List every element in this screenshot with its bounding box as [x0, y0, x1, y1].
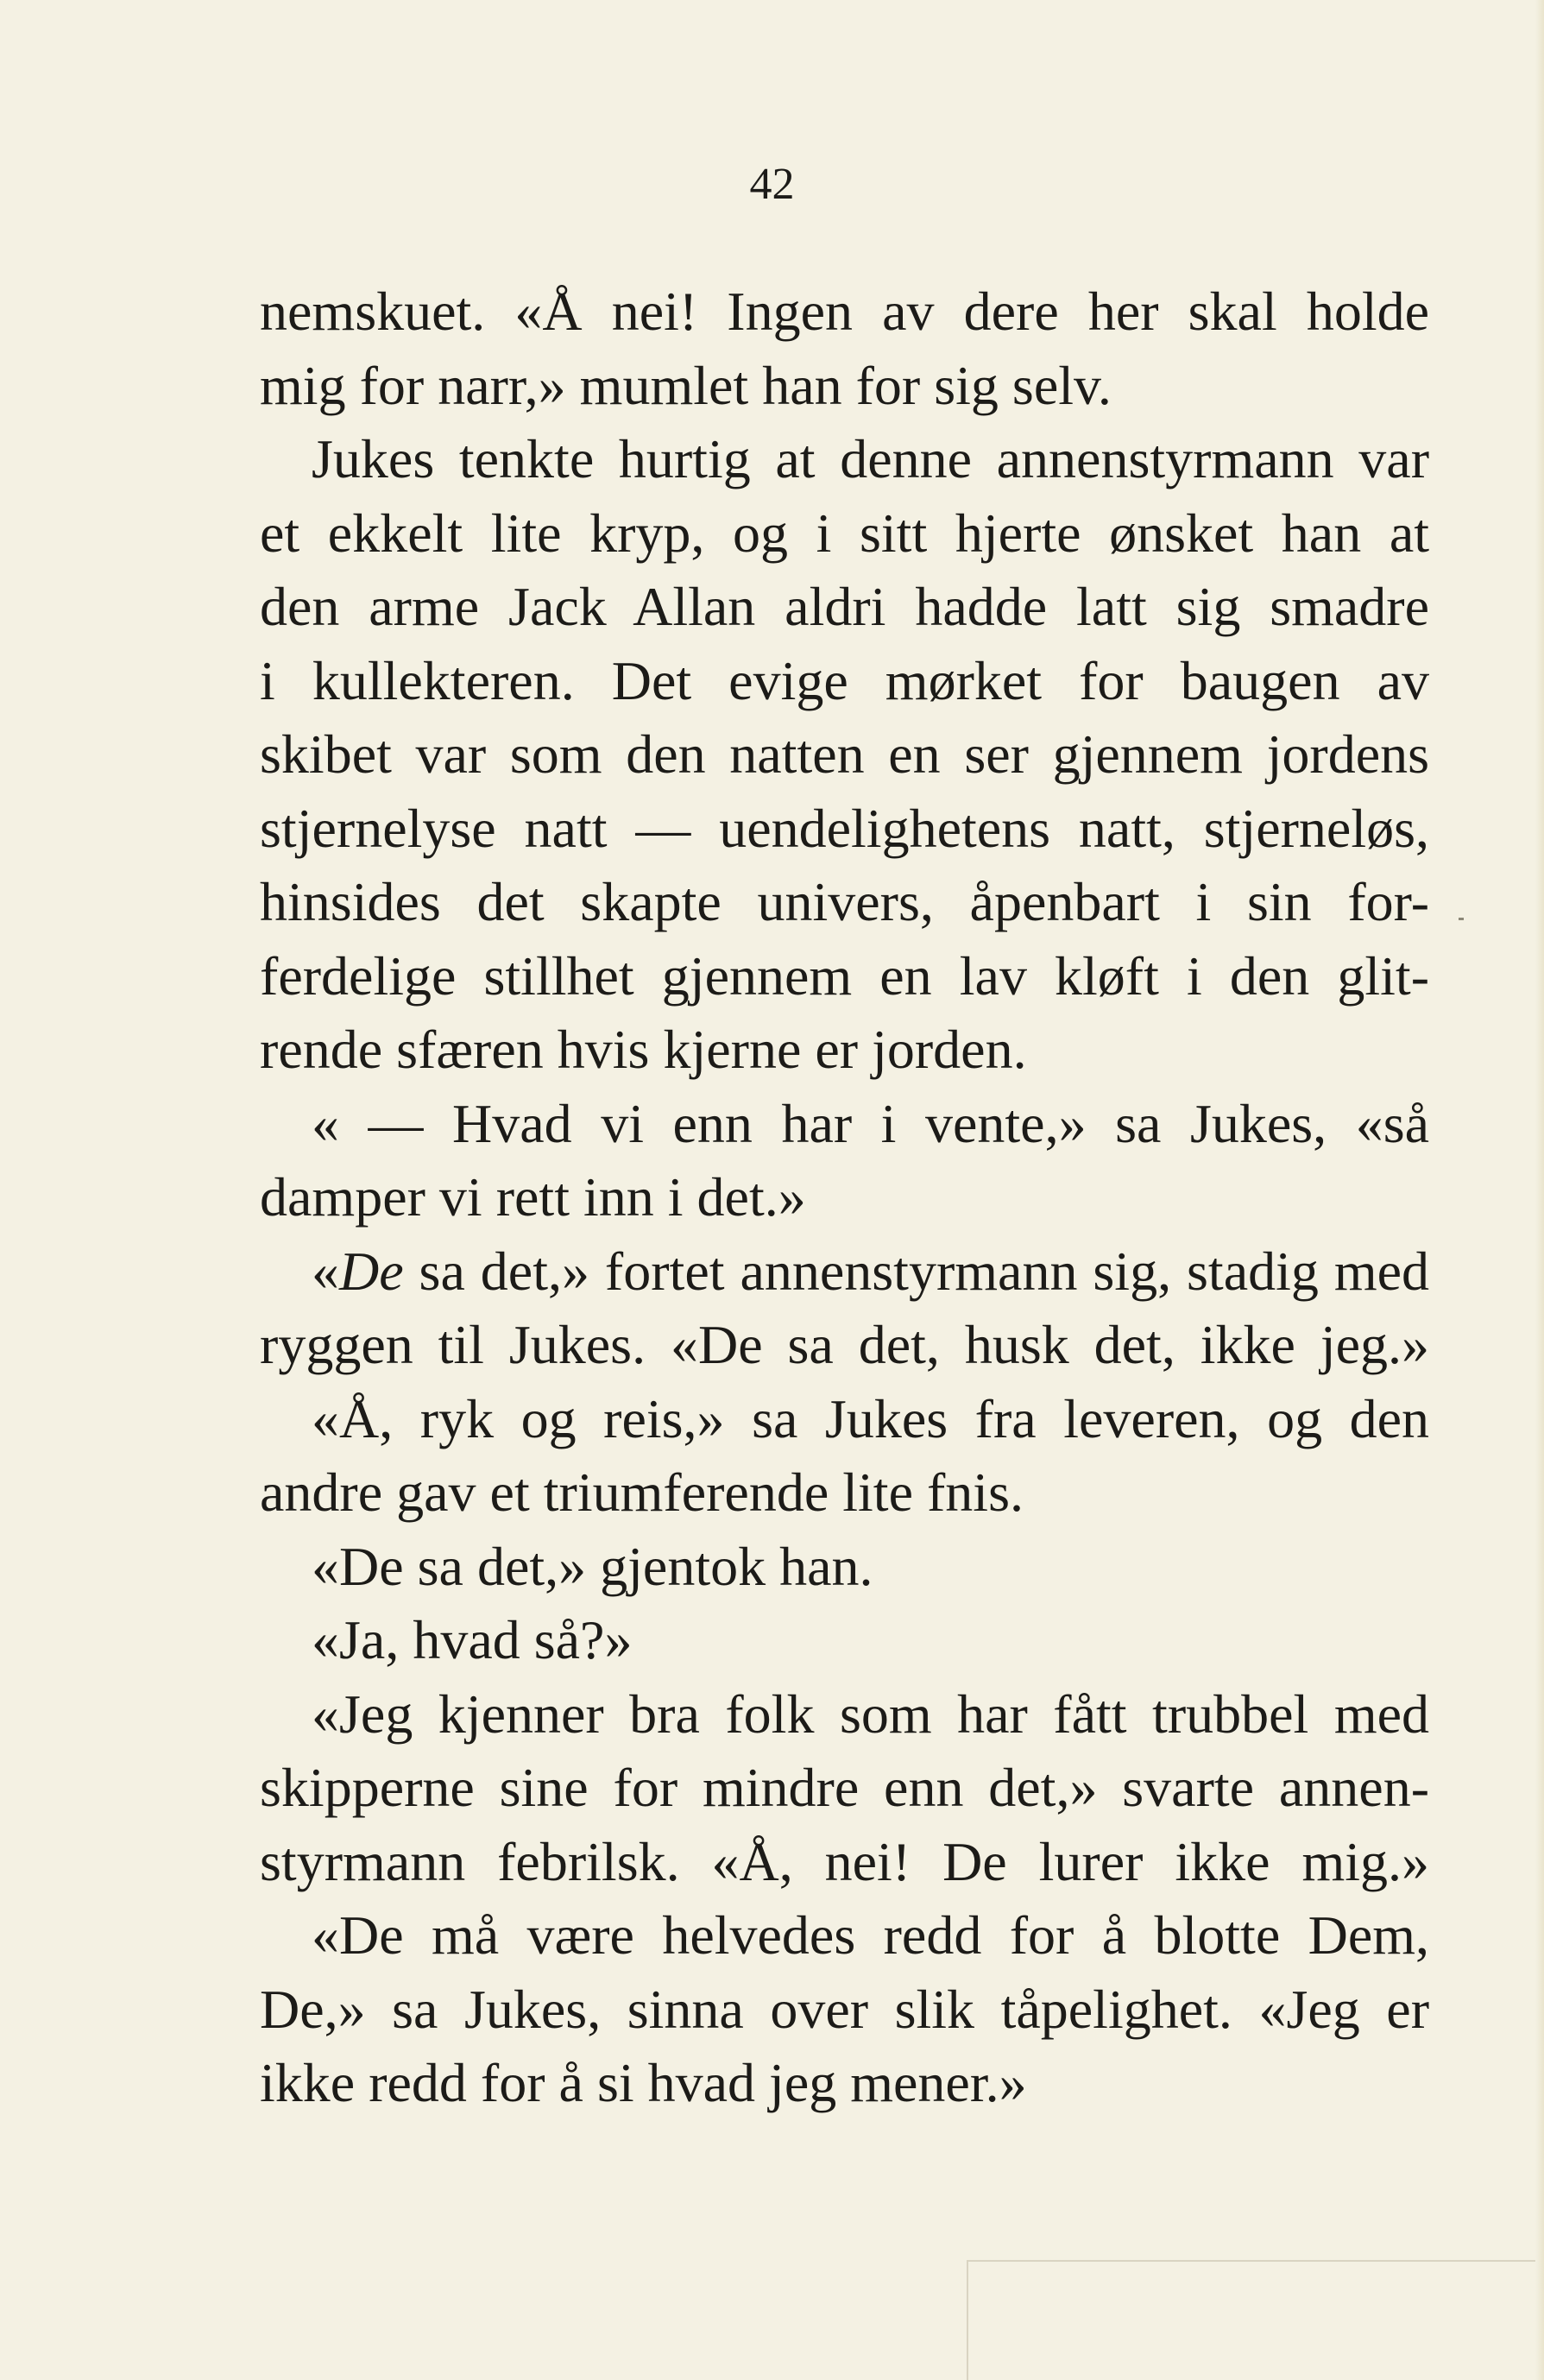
page-number: 42 — [749, 160, 795, 209]
text-line: damper vi rett inn i det.» — [260, 1166, 806, 1228]
text-line: den arme Jack Allan aldri hadde latt sig smadre — [260, 576, 1429, 637]
text-line: nemskuet. «Å nei! Ingen av dere her skal holde — [260, 281, 1429, 342]
text-line: mig for narr,» mumlet han for sig selv. — [260, 354, 1112, 416]
text-line: hinsides det skapte univers, åpenbart i sin for- — [260, 871, 1429, 932]
text-line: skipperne sine for mindre enn det,» svarte annen- — [260, 1757, 1429, 1818]
text-line: stjernelyse natt — uendelighetens natt, stjerneløs, — [260, 797, 1429, 859]
text-line-italic-lead: «De sa det,» fortet annenstyrmann sig, stadig med — [312, 1240, 1429, 1302]
text-line: « — Hvad vi enn har i vente,» sa Jukes, «så — [312, 1092, 1429, 1154]
text-line: ferdelige stillhet gjennem en lav kløft i den glit- — [260, 944, 1429, 1007]
text-line: skibet var som den natten en ser gjennem jordens — [260, 723, 1429, 785]
text-line: et ekkelt lite kryp, og i sitt hjerte ønsket han at — [260, 502, 1429, 564]
text-line: «Ja, hvad så?» — [312, 1609, 633, 1670]
text-line: «Å, ryk og reis,» sa Jukes fra leveren, og den — [312, 1387, 1429, 1449]
text-line: Jukes tenkte hurtig at denne annenstyrmann var — [312, 428, 1429, 489]
text-line: ikke redd for å si hvad jeg mener.» — [260, 2052, 1027, 2113]
text-line: «Jeg kjenner bra folk som har fått trubbel med — [312, 1682, 1429, 1745]
text-line: andre gav et triumferende lite fnis. — [260, 1461, 1024, 1523]
page-edge-shadow — [1535, 0, 1544, 2380]
text-line: styrmann febrilsk. «Å, nei! De lurer ikke mig.» — [260, 1830, 1429, 1892]
text-line: i kullekteren. Det evige mørket for baugen av — [260, 649, 1429, 711]
scan-edge-artifact — [967, 2260, 1544, 2380]
body-text — [260, 275, 1429, 2120]
scan-speck — [1459, 918, 1464, 920]
text-line: De,» sa Jukes, sinna over slik tåpelighet. «Jeg er — [260, 1978, 1429, 2040]
text-line: «De må være helvedes redd for å blotte Dem, — [312, 1904, 1429, 1966]
text-line: «De sa det,» gjentok han. — [312, 1535, 873, 1597]
text-line: ryggen til Jukes. «De sa det, husk det, ikke jeg.» — [260, 1314, 1429, 1375]
text-line: rende sfæren hvis kjerne er jorden. — [260, 1019, 1027, 1080]
